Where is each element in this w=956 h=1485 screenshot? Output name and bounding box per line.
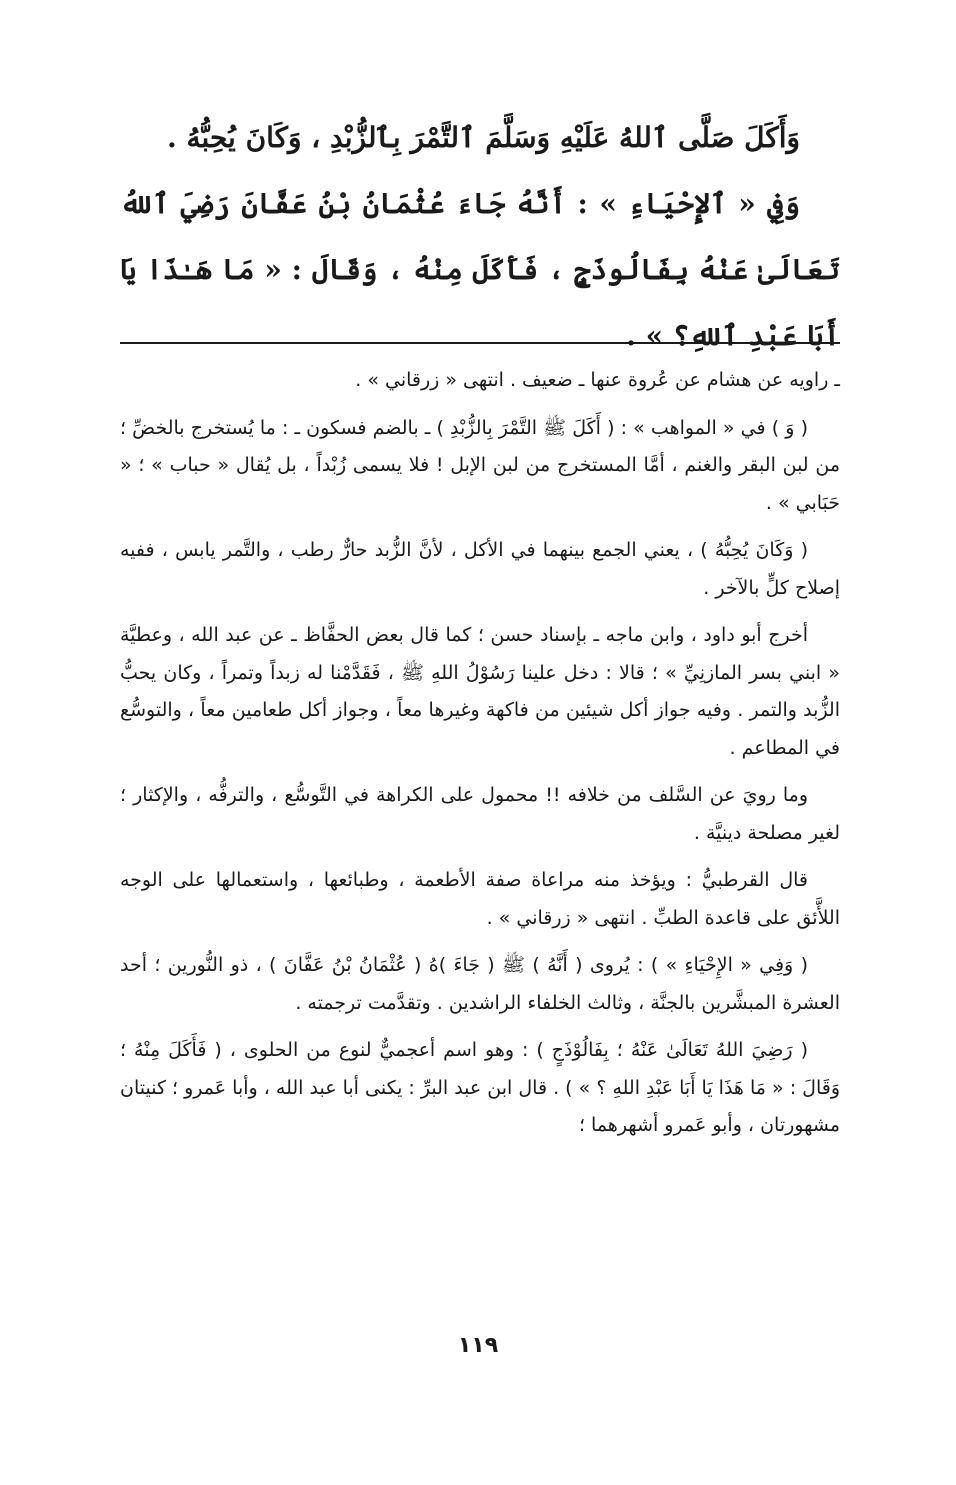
commentary-paragraph-3: ( وَكَانَ يُحِبُّهُ ) ، يعني الجمع بينهما في الأكل ، لأنَّ الزُّبد حارٌّ رطب ، والتَّمر يابس ، ففيه إصلاح كلٍّ بالآخر . xyxy=(120,539,840,599)
commentary-block xyxy=(120,362,840,1155)
commentary-paragraph-8: ( رَضِيَ اللهُ تَعَالَىٰ عَنْهُ ؛ بِفَالُوْذَجٍ ) : وهو اسم أعجميٌّ لنوع من الحلوى ، ( فَأَكَلَ مِنْهُ ؛ وَقَالَ : « مَا هَذَا يَا أَبَا عَبْدِ اللهِ ؟ » ) . قال ابن عبد البرِّ : يكنى أبا عبد الله ، وأبا عَمرو ؛ كنيتان مشهورتان ، وأبو عَمرو أشهرهما ؛ xyxy=(120,1039,840,1136)
page-number: ١١٩ xyxy=(457,1333,499,1358)
matn-line-2: وَفِي « ٱلإِحْيَاءِ » : أَنَّهُ جَاءَ عُثْمَانُ بْنُ عَفَّانَ رَضِيَ ٱللهُ تَعَالَىٰ عَنْهُ بِفَالُوذَجٍ ، فَأَكَلَ مِنْهُ ، وَقَالَ : « مَا هَـٰذَا يَا أَبَا عَبْدِ ٱللهِ؟ » . xyxy=(120,187,840,352)
footnote-separator xyxy=(120,342,840,344)
commentary-paragraph-2: ( وَ ) في « المواهب » : ( أَكَلَ ﷺ التَّمْرَ بِالزُّبْدِ ) ـ بالضم فسكون ـ : ما يُستخرج بالخضِّ ؛ من لبن البقر والغنم ، أمَّا المستخرج من لبن الإبل ! فلا يسمى زُبْداً ، بل يُقال « حباب » ؛ « حَبَابي » . xyxy=(120,416,840,514)
matn-block xyxy=(120,105,840,369)
commentary-paragraph-7: ( وَفِي « الإِحْيَاءِ » ) : يُروى ( أَنَّهُ ) ﷺ ( جَاءَ )هُ ( عُثْمَانُ بْنُ عَفَّانَ ) ، ذو النُّورين ؛ أحد العشرة المبشَّرين بالجنَّة ، وثالث الخلفاء الراشدين . وتقدَّمت ترجمته . xyxy=(120,954,840,1014)
commentary-paragraph-6: قال القرطبيُّ : ويؤخذ منه مراعاة صفة الأطعمة ، وطبائعها ، واستعمالها على الوجه اللأَّئق على قاعدة الطبِّ . انتهى « زرقاني » . xyxy=(120,869,840,929)
commentary-paragraph-4: أخرج أبو داود ، وابن ماجه ـ بإسناد حسن ؛ كما قال بعض الحفَّاظ ـ عن عبد الله ، وعطيَّة « ابني بسر المازنِيِّ » ؛ قالا : دخل علينا رَسُوْلُ اللهِ ﷺ ، فَقَدَّمْنا له زبداً وتمراً ، وكان يحبُّ الزُّبد والتمر . وفيه جواز أكل شيئين من فاكهة وغيرها معاً ، وجواز أكل طعامين معاً ، والتوسُّع في المطاعم . xyxy=(120,624,840,759)
matn-text xyxy=(120,105,840,369)
matn-line-1: وَأَكَلَ صَلَّى ٱللهُ عَلَيْهِ وَسَلَّمَ ٱلتَّمْرَ بِٱلزُّبْدِ ، وَكَانَ يُحِبُّهُ . xyxy=(167,121,800,154)
commentary-paragraph-1: ـ راويه عن هشام عن عُروة عنها ـ ضعيف . انتهى « زرقاني » . xyxy=(355,369,840,391)
commentary-paragraph-5: وما رويَ عن السَّلف من خلافه !! محمول على الكراهة في التَّوسُّع ، والترفُّه ، والإكثار ؛ لغير مصلحة دينيَّة . xyxy=(120,784,840,844)
